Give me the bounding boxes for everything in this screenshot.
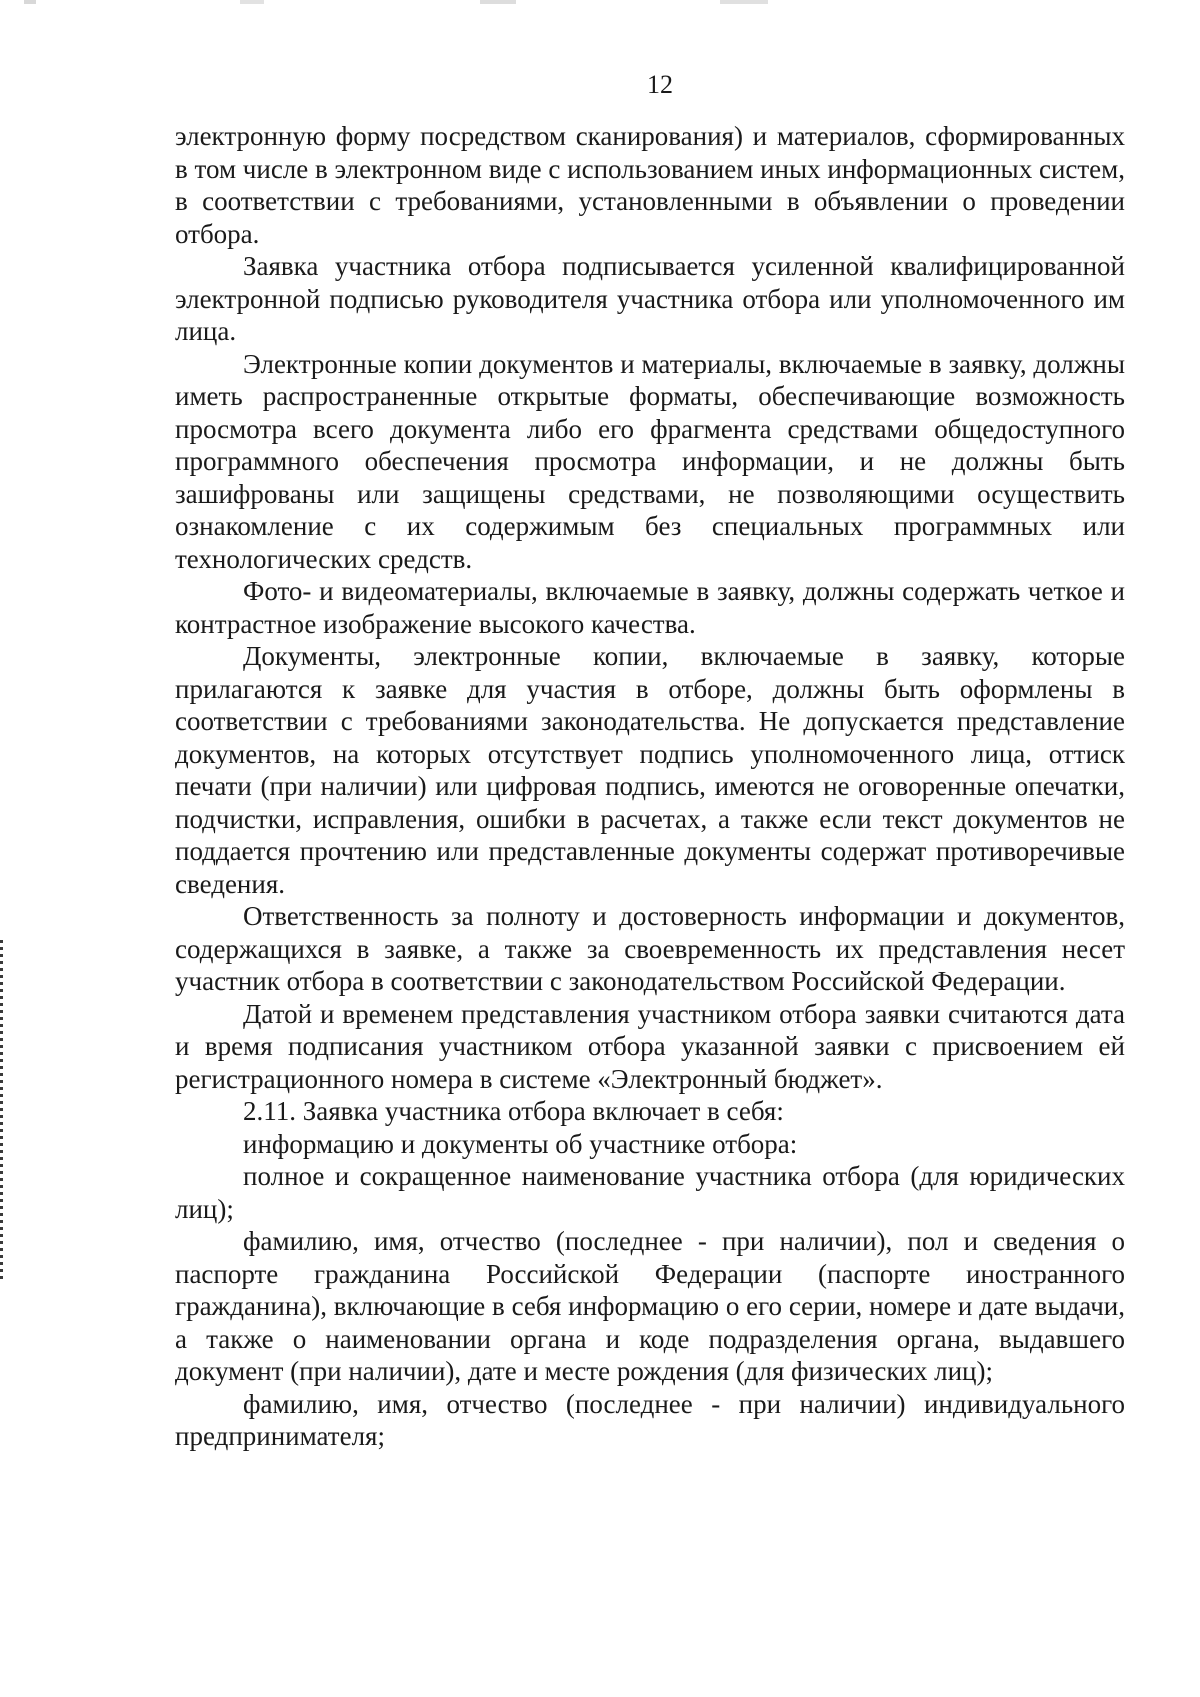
list-item-individual-passport: фамилию, имя, отчество (последнее - при наличии), пол и сведения о паспорте гражданина Российской Федерации (паспорте иностранного гражданина), включающие в себя информацию о его серии, номере и дате выдачи, а также о наименовании органа и коде подразделения органа, выдавшего документ (при наличии), дате и месте рождения (для физических лиц); [175, 1226, 1125, 1386]
document-body [175, 120, 1125, 1453]
scan-binding-marks [0, 940, 3, 1280]
paragraph-continuation: электронную форму посредством сканирования) и материалов, сформированных в том числе в электронном виде с использованием иных информационных систем, в соответствии с требованиями, установленными в объявлении о проведении отбора. [175, 121, 1125, 249]
page-number: 12 [647, 70, 673, 99]
paragraph-documents-requirements: Документы, электронные копии, включаемые в заявку, которые прилагаются к заявке для участия в отборе, должны быть оформлены в соответствии с требованиями законодательства. Не допускается представление документов, на которых отсутствует подпись уполномоченного лица, оттиск печати (при наличии) или цифровая подпись, имеются не оговоренные опечатки, подчистки, исправления, ошибки в расчетах, а также если текст документов не поддается прочтению или представленные документы содержат противоречивые сведения. [175, 641, 1125, 899]
list-item-legal-name: полное и сокращенное наименование участника отбора (для юридических лиц); [175, 1161, 1125, 1224]
paragraph-section-2-11: 2.11. Заявка участника отбора включает в себя: [243, 1096, 784, 1126]
paragraph-responsibility: Ответственность за полноту и достоверность информации и документов, содержащихся в заявке, а также за своевременность их представления несет участник отбора в соответствии с законодательством Российской Федерации. [175, 901, 1125, 996]
paragraph-signature: Заявка участника отбора подписывается усиленной квалифицированной электронной подписью руководителя участника отбора или уполномоченного им лица. [175, 251, 1125, 346]
paragraph-electronic-copies: Электронные копии документов и материалы, включаемые в заявку, должны иметь распространенные открытые форматы, обеспечивающие возможность просмотра всего документа либо его фрагмента средствами общедоступного программного обеспечения просмотра информации, и не должны быть зашифрованы или защищены средствами, не позволяющими осуществить ознакомление с их содержимым без специальных программных или технологических средств. [175, 348, 1125, 574]
paragraph-participant-info: информацию и документы об участнике отбора: [243, 1128, 798, 1159]
paragraph-photo-video: Фото- и видеоматериалы, включаемые в заявку, должны содержать четкое и контрастное изображение высокого качества. [175, 576, 1125, 639]
list-item-entrepreneur-name: фамилию, имя, отчество (последнее - при наличии) индивидуального предпринимателя; [175, 1388, 1125, 1451]
scan-edge-artifact [0, 0, 1200, 4]
paragraph-submission-date: Датой и временем представления участником отбора заявки считаются дата и время подписания участником отбора указанной заявки с присвоением ей регистрационного номера в системе «Электронный бюджет». [175, 998, 1125, 1094]
